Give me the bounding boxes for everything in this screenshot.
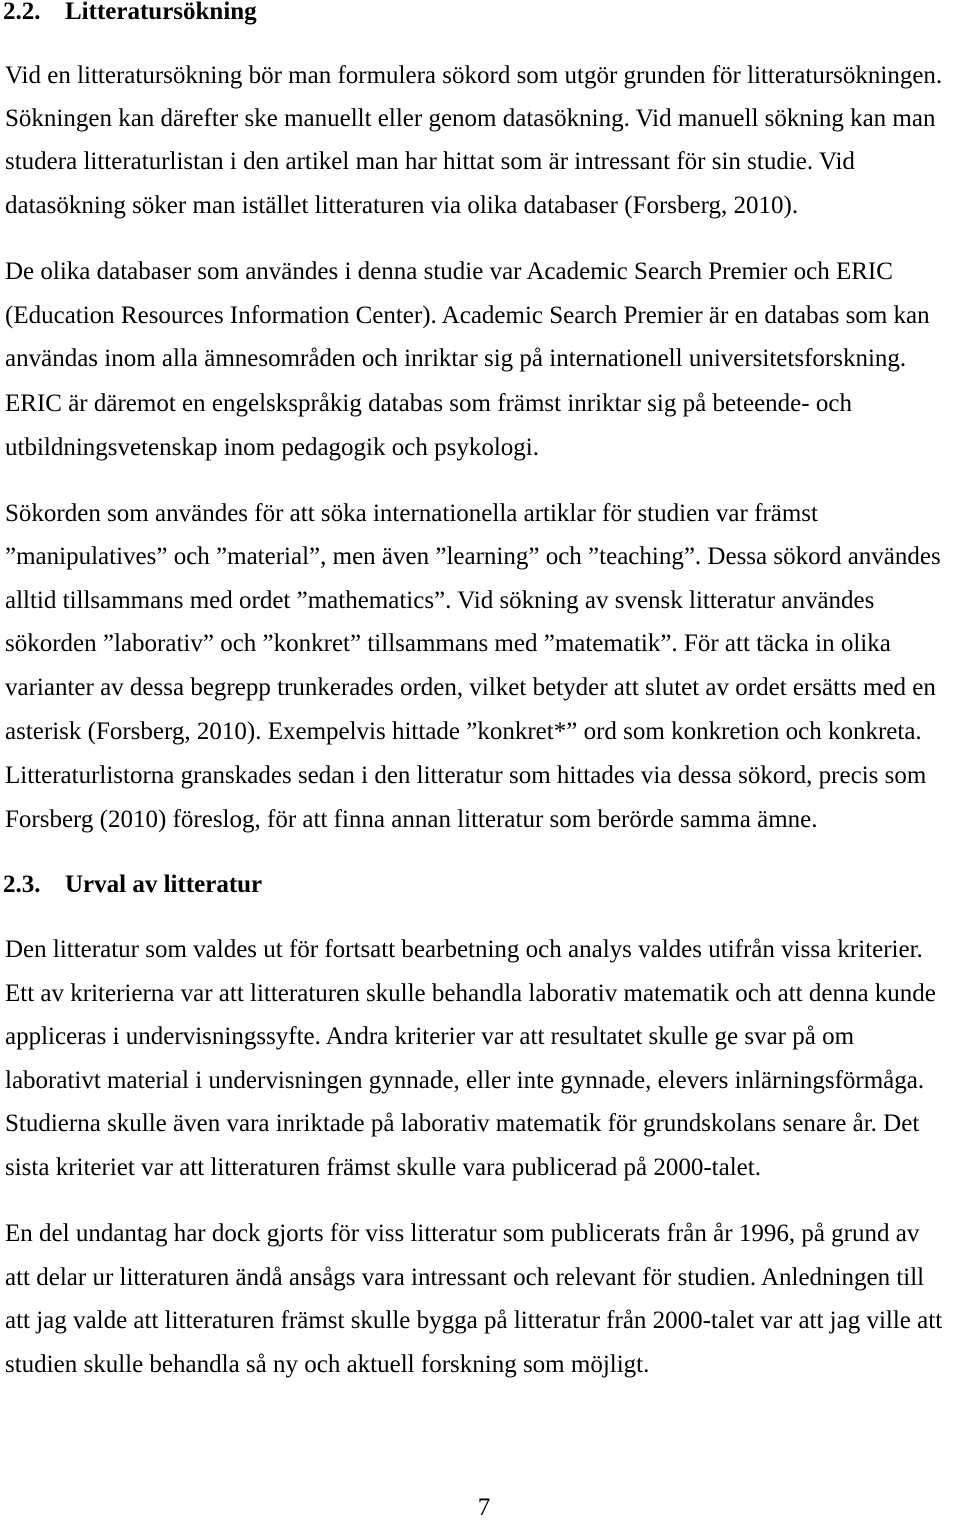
paragraph-line: studien skulle behandla så ny och aktuell forskning som möjligt.	[5, 1351, 650, 1378]
paragraph-line: asterisk (Forsberg, 2010). Exempelvis hittade ”konkret*” ord som konkretion och konkreta.	[5, 718, 922, 745]
paragraph-line: De olika databaser som användes i denna studie var Academic Search Premier och ERIC	[5, 258, 893, 285]
page-number: 7	[477, 1494, 491, 1521]
paragraph-line: att jag valde att litteraturen främst skulle bygga på litteratur från 2000-talet var att jag ville att	[5, 1307, 943, 1334]
paragraph-line: ”manipulatives” och ”material”, men även ”learning” och ”teaching”. Dessa sökord användes	[5, 543, 941, 570]
paragraph-line: Sökorden som användes för att söka internationella artiklar för studien var främst	[5, 500, 818, 527]
paragraph-line: Den litteratur som valdes ut för fortsatt bearbetning och analys valdes utifrån vissa kriterier.	[5, 936, 923, 963]
paragraph-line: Ett av kriterierna var att litteraturen skulle behandla laborativ matematik och att denna kunde	[5, 980, 936, 1007]
paragraph-line: Sökningen kan därefter ske manuellt eller genom datasökning. Vid manuell sökning kan man	[5, 105, 936, 132]
paragraph-line: appliceras i undervisningssyfte. Andra kriterier var att resultatet skulle ge svar på om	[5, 1023, 855, 1050]
paragraph-line: användas inom alla ämnesområden och inriktar sig på internationell universitetsforskning.	[5, 345, 907, 372]
paragraph-line: att delar ur litteraturen ändå ansågs vara intressant och relevant för studien. Anledningen till	[5, 1264, 925, 1291]
section-heading	[3, 0, 257, 24]
paragraph-line: Vid en litteratursökning bör man formulera sökord som utgör grunden för litteratursökningen.	[5, 62, 943, 89]
paragraph-line: laborativt material i undervisningen gynnade, eller inte gynnade, elevers inlärningsförmåga.	[5, 1067, 925, 1094]
section-number: 2.3.	[3, 871, 41, 898]
paragraph-line: Litteraturlistorna granskades sedan i den litteratur som hittades via dessa sökord, precis som	[5, 762, 927, 789]
paragraph-line: ERIC är däremot en engelskspråkig databas som främst inriktar sig på beteende- och	[5, 390, 852, 417]
paragraph-line: studera litteraturlistan i den artikel man har hittat som är intressant för sin studie. Vid	[5, 148, 855, 175]
section-title: Litteratursökning	[65, 0, 257, 25]
paragraph-line: En del undantag har dock gjorts för viss litteratur som publicerats från år 1996, på grund av	[5, 1220, 920, 1247]
paragraph-line: sista kriteriet var att litteraturen främst skulle vara publicerad på 2000-talet.	[5, 1154, 761, 1181]
section-heading	[3, 863, 262, 907]
section-number: 2.2.	[3, 0, 41, 25]
paragraph-line: Forsberg (2010) föreslog, för att finna annan litteratur som berörde samma ämne.	[5, 806, 818, 833]
paragraph-line: sökorden ”laborativ” och ”konkret” tillsammans med ”matematik”. För att täcka in olika	[5, 630, 891, 657]
paragraph-line: Studierna skulle även vara inriktade på laborativ matematik för grundskolans senare år. Det	[5, 1110, 920, 1137]
section-title: Urval av litteratur	[65, 871, 263, 898]
paragraph-line: varianter av dessa begrepp trunkerades orden, vilket betyder att slutet av ordet ersätts med en	[5, 674, 936, 701]
paragraph-line: utbildningsvetenskap inom pedagogik och psykologi.	[5, 434, 539, 461]
paragraph-line: datasökning söker man istället litteraturen via olika databaser (Forsberg, 2010).	[5, 192, 799, 219]
paragraph-line: alltid tillsammans med ordet ”mathematics”. Vid sökning av svensk litteratur användes	[5, 587, 875, 614]
paragraph-line: (Education Resources Information Center). Academic Search Premier är en databas som kan	[5, 302, 930, 329]
